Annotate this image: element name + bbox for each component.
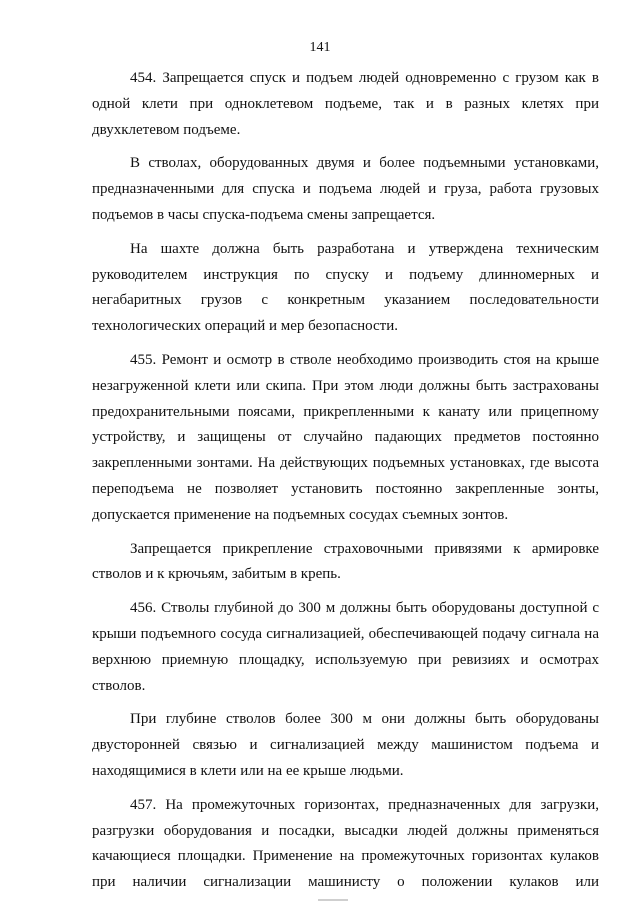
paragraph-454: 454. Запрещается спуск и подъем людей одновременно с грузом как в одной клети при одноклетевом подъеме, так и в разных клетях при двухклетевом подъеме. [92, 70, 599, 138]
paragraph-457: 457. На промежуточных горизонтах, предназначенных для загрузки, разгрузки оборудования и посадки, высадки людей должны применяться качающиеся площадки. Применение на промежуточных горизонтах кулаков при наличии сигнализации машинисту о положении кулаков или [92, 796, 599, 891]
page-number: 141 [309, 40, 331, 55]
paragraph-456: 456. Стволы глубиной до 300 м должны быть оборудованы доступной с крыши подъемного сосуда сигнализацией, обеспечивающей подачу сигнала на верхнюю приемную площадку, используемую при ревизиях и осмотрах стволов. [92, 600, 599, 694]
paragraph-456-deep-shafts: При глубине стволов более 300 м они должны быть оборудованы двусторонней связью и сигнализацией между машинистом подъема и находящимися в клети или на ее крыше людьми. [92, 711, 599, 779]
scan-artifact [318, 899, 348, 901]
paragraph-454-instruction: На шахте должна быть разработана и утверждена техническим руководителем инструкция по спуску и подъему длинномерных и негабаритных грузов с конкретным указанием последовательности технологических операций и мер безопасности. [92, 240, 599, 335]
paragraph-454-shafts: В стволах, оборудованных двумя и более подъемными установками, предназначенными для спуска и подъема людей и груза, работа грузовых подъемов в часы спуска-подъема смены запрещается. [92, 155, 599, 223]
paragraph-455-prohibition: Запрещается прикрепление страховочными привязями к армировке стволов и к крючьям, забитым в крепь. [92, 540, 599, 583]
document-body [92, 66, 599, 904]
paragraph-455: 455. Ремонт и осмотр в стволе необходимо производить стоя на крыше незагруженной клети или скипа. При этом люди должны быть застрахованы предохранительными поясами, прикрепленными к канату или прицепному устройству, и защищены от случайно падающих предметов постоянно закрепленными зонтами. На действующих подъемных установках, где высота переподъема не позволяет установить постоянно закрепленные зонты, допускается применение на подъемных сосудах съемных зонтов. [92, 351, 599, 523]
